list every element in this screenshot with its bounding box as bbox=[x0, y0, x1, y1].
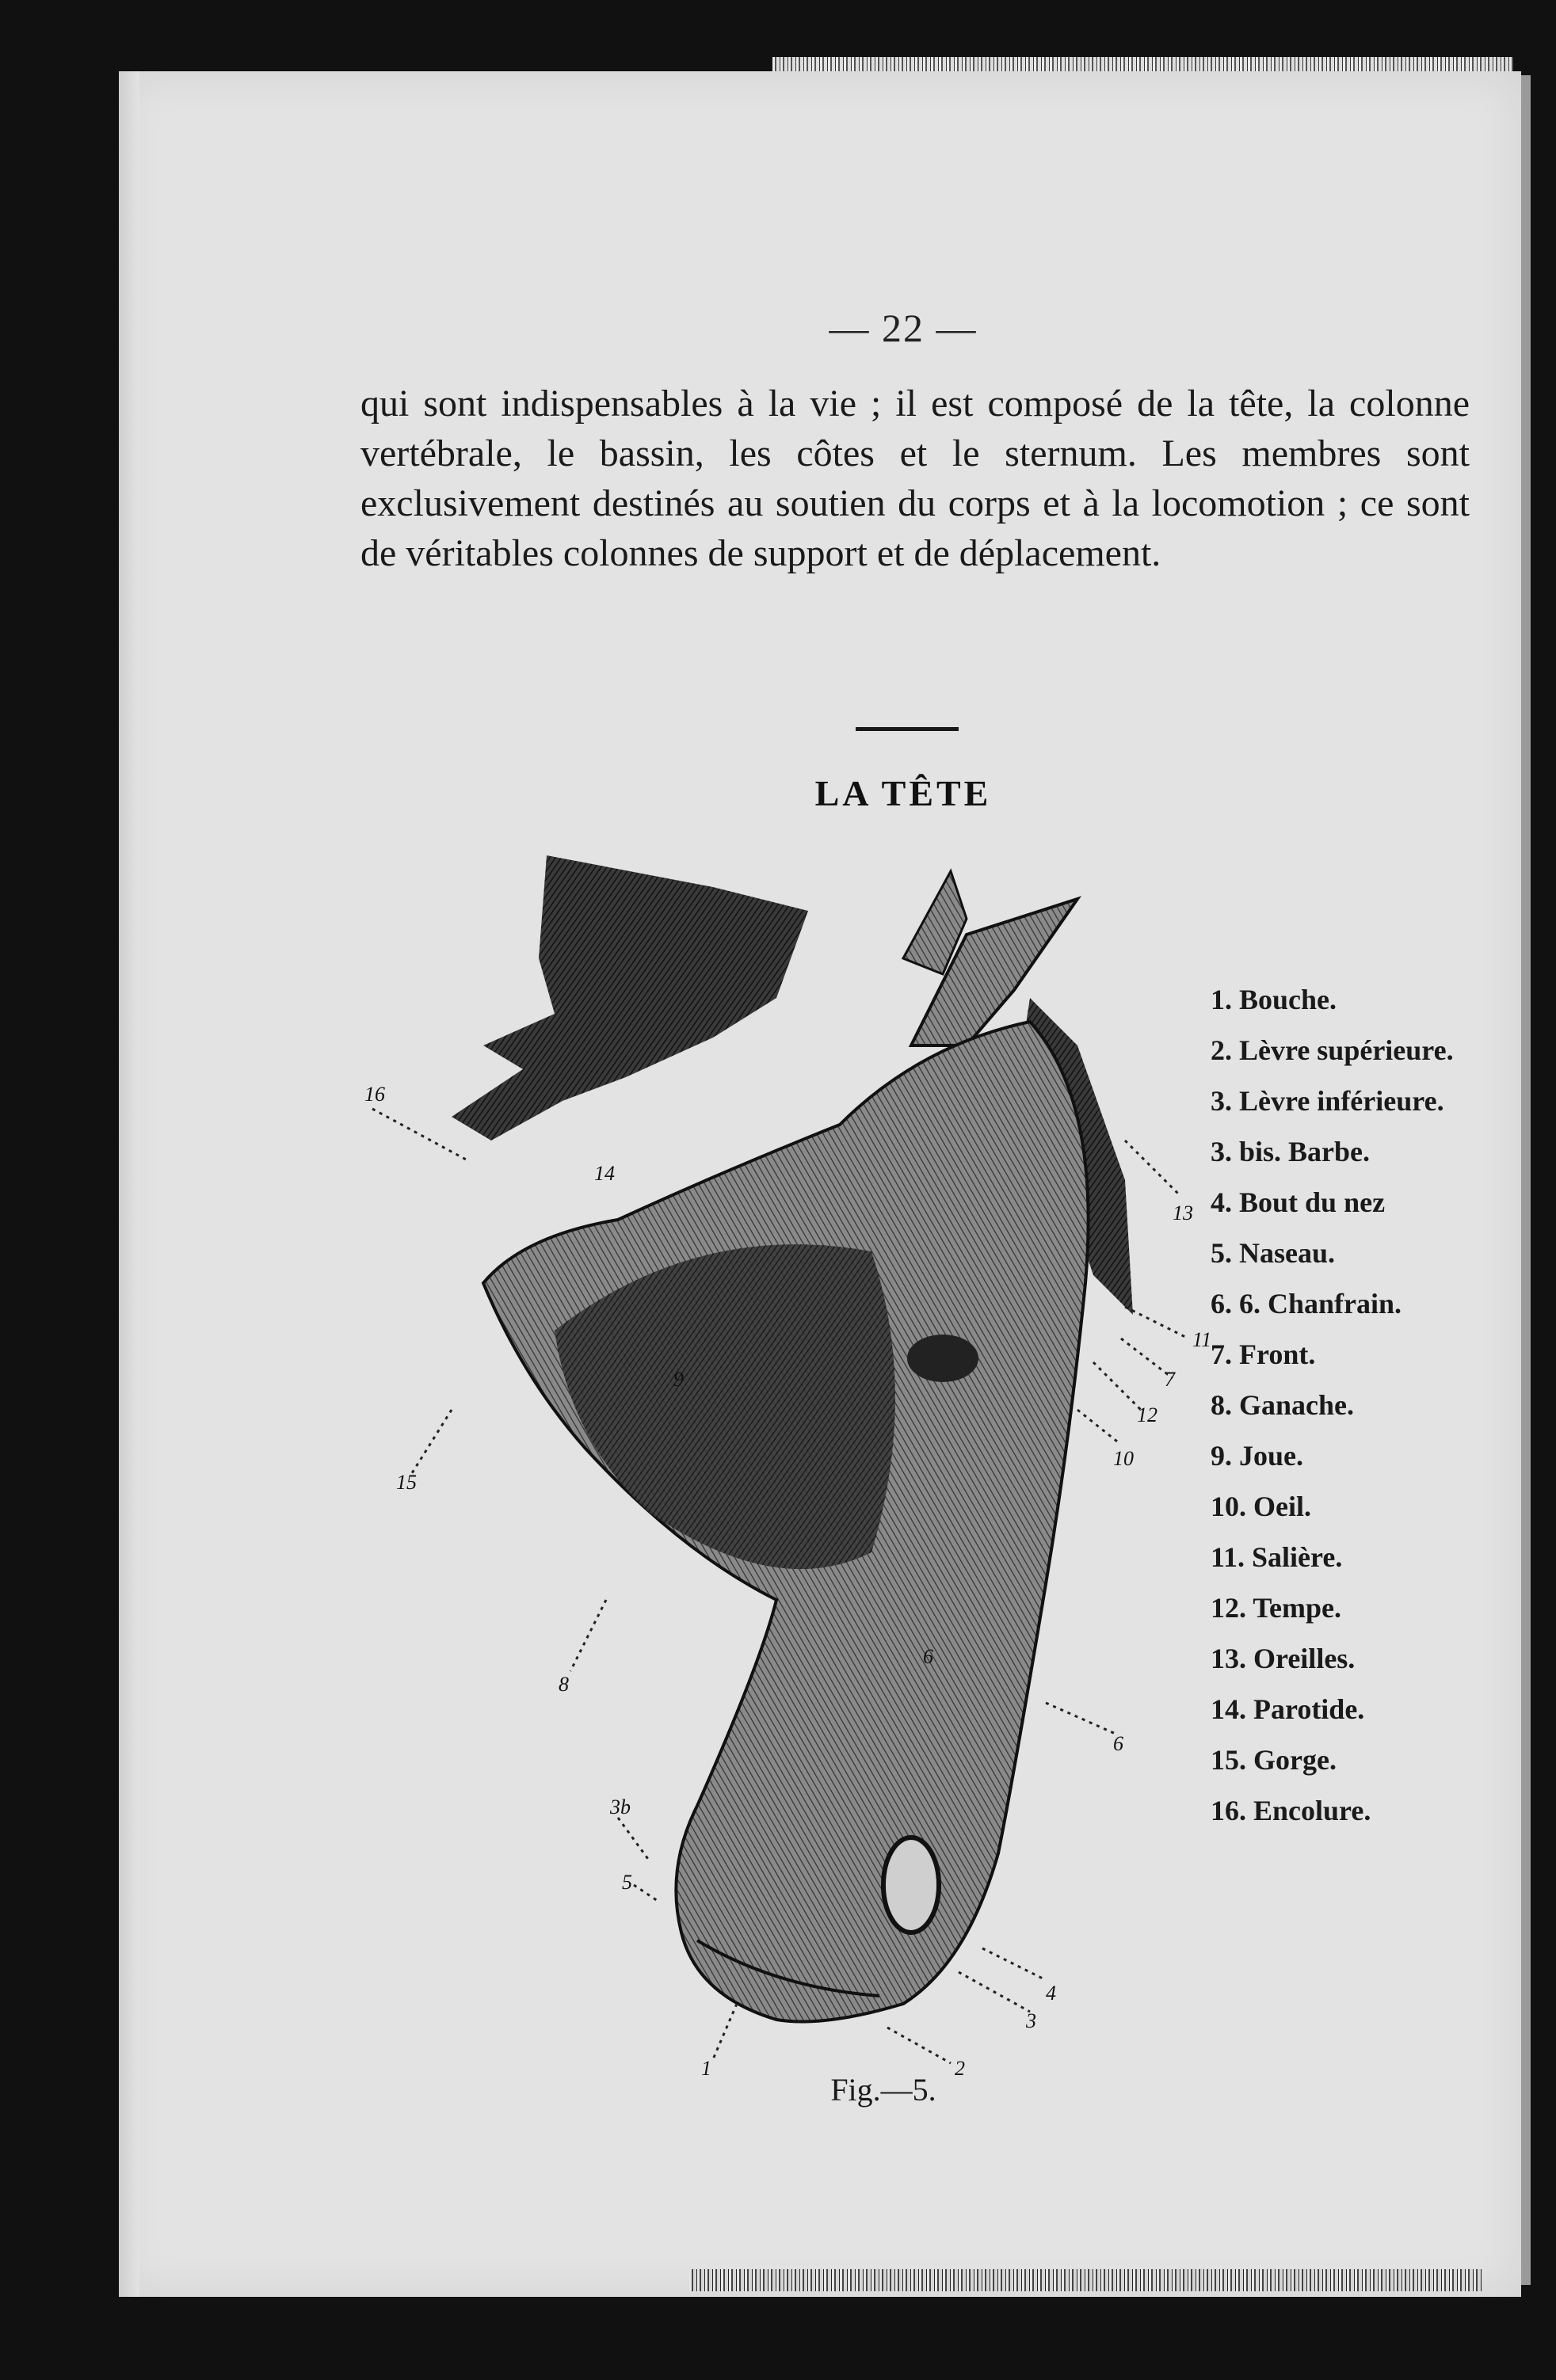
legend-item: 2. Lèvre supérieure. bbox=[1211, 1034, 1454, 1066]
figure-label-14: 14 bbox=[594, 1162, 615, 1185]
figure-label-1: 1 bbox=[701, 2057, 711, 2075]
legend-item: 15. Gorge. bbox=[1211, 1744, 1337, 1776]
figure-label-15: 15 bbox=[396, 1471, 417, 1494]
figure-label-16: 16 bbox=[364, 1083, 385, 1106]
legend-item: 10. Oeil. bbox=[1211, 1491, 1311, 1522]
figure-label-3: 3 bbox=[1026, 2009, 1036, 2032]
figure-label-12: 12 bbox=[1137, 1403, 1157, 1426]
legend-item: 14. Parotide. bbox=[1211, 1693, 1365, 1725]
figure-label-10: 10 bbox=[1113, 1447, 1134, 1470]
figure-label-11: 11 bbox=[1192, 1328, 1212, 1351]
figure-legend bbox=[1211, 982, 1496, 1844]
section-divider bbox=[856, 727, 959, 731]
figure-label-7: 7 bbox=[1165, 1368, 1175, 1391]
figure-label-6a: 6 bbox=[923, 1645, 933, 1668]
scan-border-bottom bbox=[689, 2269, 1482, 2291]
legend-item: 3. Lèvre inférieure. bbox=[1211, 1085, 1444, 1117]
legend-item: 13. Oreilles. bbox=[1211, 1643, 1356, 1674]
figure-caption: Fig.—5. bbox=[830, 2072, 936, 2108]
section-title: LA TÊTE bbox=[814, 773, 992, 813]
figure-label-6b: 6 bbox=[1113, 1732, 1123, 1755]
nostril-shape bbox=[883, 1837, 939, 1933]
horse-head-illustration bbox=[364, 840, 1236, 2075]
legend-item: 9. Joue. bbox=[1211, 1440, 1303, 1472]
legend-item: 1. Bouche. bbox=[1211, 984, 1337, 1015]
body-paragraph: qui sont indispensables à la vie ; il est composé de la tête, la colonne vertébrale, le bassin, les côtes et le sternum. Les membres sont exclusivement destinés au soutien du corps et à la locomotion ; ce sont de véritables colonnes de support et de déplacement. bbox=[360, 383, 1470, 574]
legend-item: 3. bis. Barbe. bbox=[1211, 1136, 1371, 1167]
figure-label-4: 4 bbox=[1046, 1982, 1056, 2005]
page-right-edge bbox=[1521, 75, 1531, 2285]
legend-item: 8. Ganache. bbox=[1211, 1389, 1355, 1421]
forelock-shape bbox=[452, 855, 808, 1140]
legend-item: 4. Bout du nez bbox=[1211, 1186, 1386, 1218]
figure-label-2: 2 bbox=[955, 2057, 965, 2075]
figure-label-3b: 3b bbox=[610, 1795, 631, 1818]
figure-label-13: 13 bbox=[1173, 1201, 1193, 1224]
legend-item: 12. Tempe. bbox=[1211, 1592, 1342, 1624]
legend-item: 6. 6. Chanfrain. bbox=[1211, 1288, 1402, 1319]
page-gutter bbox=[119, 71, 139, 2297]
legend-item: 5. Naseau. bbox=[1211, 1237, 1336, 1269]
figure-label-5: 5 bbox=[622, 1871, 632, 1894]
legend-item: 11. Salière. bbox=[1211, 1541, 1343, 1573]
legend-item: 16. Encolure. bbox=[1211, 1795, 1371, 1826]
legend-item: 7. Front. bbox=[1211, 1339, 1316, 1370]
eye-shape bbox=[907, 1335, 978, 1382]
figure-label-9: 9 bbox=[673, 1368, 684, 1391]
figure-label-8: 8 bbox=[559, 1673, 569, 1696]
page-number: — 22 — bbox=[829, 306, 978, 350]
